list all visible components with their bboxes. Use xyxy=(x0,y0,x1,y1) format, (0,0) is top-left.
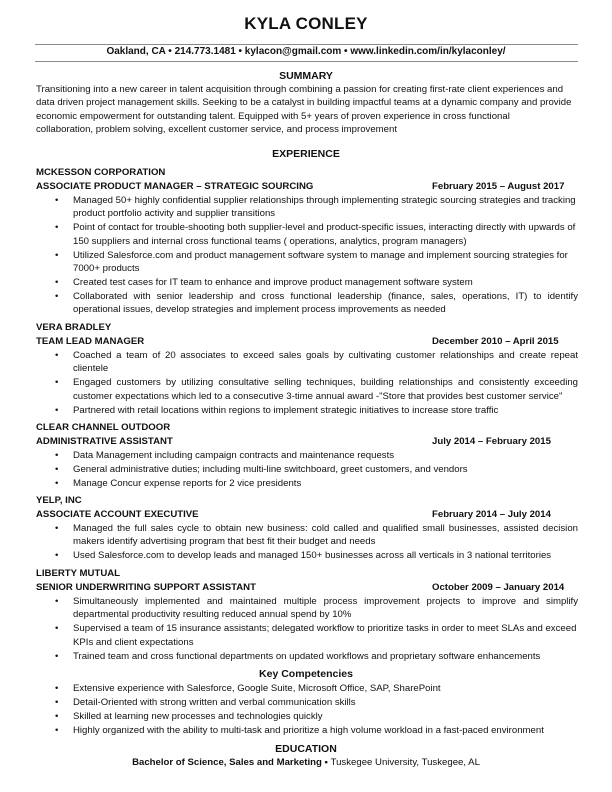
degree: Bachelor of Science, Sales and Marketing xyxy=(132,757,322,768)
job-title: ASSOCIATE PRODUCT MANAGER – STRATEGIC SOURCING xyxy=(36,181,314,192)
list-item: • Point of contact for trouble-shooting both supplier-level and product-specific issues, interacting directly with upwards of 150 suppliers and internal cross functional teams ( operations, analytics, program managers) xyxy=(55,222,576,247)
list-item: • Supervised a team of 15 insurance assistants; delegated workflow to prioritize tasks in order to meet SLAs and exceed KPIs and client expectations xyxy=(55,623,577,648)
summary-line: Transitioning into a new career in talent acquisition through combining a passion for creating first-rate client experiences and xyxy=(36,84,564,95)
job-title: TEAM LEAD MANAGER xyxy=(36,336,145,347)
competencies-heading: Key Competencies xyxy=(259,668,353,680)
list-item: • Data Management including campaign contracts and maintenance requests xyxy=(55,450,395,461)
bullet-icon: • xyxy=(55,450,59,461)
list-item: • Trained team and cross functional departments on updated workflows and proprietary software enhancements xyxy=(55,650,541,662)
list-item: • Extensive experience with Salesforce, Google Suite, Microsoft Office, SAP, SharePoint xyxy=(55,683,441,694)
job-bullets xyxy=(0,522,578,563)
list-item: • Simultaneously implemented and maintained multiple process improvement projects to improve and simplify departmental productivity resulting reduced annual spend by 10% xyxy=(55,596,578,621)
bullet-icon: • xyxy=(55,523,59,534)
list-item: • Managed 50+ highly confidential supplier relationships through implementing strategic sourcing strategies and tracking product portfolio activity and supplier transitions xyxy=(55,195,576,220)
company-name: MCKESSON CORPORATION xyxy=(36,167,166,178)
job-bullets xyxy=(0,349,578,418)
bullet-icon: • xyxy=(55,350,59,361)
list-item: • Skilled at learning new processes and technologies quickly xyxy=(55,710,323,722)
candidate-name: KYLA CONLEY xyxy=(244,14,368,33)
job-dates: February 2015 – August 2017 xyxy=(432,181,565,192)
company-name: VERA BRADLEY xyxy=(36,322,112,333)
job-title: ADMINISTRATIVE ASSISTANT xyxy=(36,436,173,447)
contact-line: Oakland, CA • 214.773.1481 • kylacon@gmail.com • www.linkedin.com/in/kylaconley/ xyxy=(106,46,506,57)
bullet-icon: • xyxy=(55,195,59,206)
job-bullets xyxy=(0,449,578,491)
bullet-icon: • xyxy=(55,463,59,475)
bullet-separator: • xyxy=(321,757,331,768)
list-item: • Highly organized with the ability to multi-task and prioritize a high volume workload in a fast-paced environment xyxy=(55,724,544,736)
list-item: • Utilized Salesforce.com and product management software system to manage and implement sourcing strategies for 7000+ products xyxy=(55,249,568,275)
list-item: • Coached a team of 20 associates to exceed sales goals by cultivating customer relationships and create repeat clientele xyxy=(55,350,578,375)
job-bullets xyxy=(0,595,578,664)
list-item: • Engaged customers by utilizing consultative selling techniques, building relationships and consistently exceeding customer expectations which led to a consecutive 3-time annual award -"Store that provides best customer service" xyxy=(55,377,578,402)
job-dates: October 2009 – January 2014 xyxy=(432,582,565,593)
bullet-icon: • xyxy=(55,249,59,261)
company-name: CLEAR CHANNEL OUTDOOR xyxy=(36,422,171,433)
bullet-icon: • xyxy=(55,724,59,736)
experience-heading: EXPERIENCE xyxy=(272,148,340,160)
bullet-icon: • xyxy=(55,710,59,722)
job-dates: July 2014 – February 2015 xyxy=(432,436,551,447)
bullet-icon: • xyxy=(55,596,59,607)
bullet-icon: • xyxy=(55,290,59,302)
job-dates: February 2014 – July 2014 xyxy=(432,509,551,520)
list-item: • Managed the full sales cycle to obtain new business: cold called and qualified small businesses, assisted decision makers identify advertising program that best fit their budget and needs xyxy=(55,523,578,548)
job-bullets xyxy=(0,194,578,317)
bullet-icon: • xyxy=(55,477,59,489)
competencies-bullets xyxy=(0,682,578,738)
summary-line: collaboration, problem solving, excellent customer service, and process improvement xyxy=(36,124,397,136)
company-name: YELP, INC xyxy=(36,495,82,506)
job-title: SENIOR UNDERWRITING SUPPORT ASSISTANT xyxy=(36,582,256,593)
company-name: LIBERTY MUTUAL xyxy=(36,568,121,579)
bullet-icon: • xyxy=(55,650,59,662)
bullet-icon: • xyxy=(55,377,59,389)
header-rule-bottom xyxy=(35,61,578,62)
summary-text xyxy=(36,83,581,137)
bullet-icon: • xyxy=(55,404,59,416)
header-rule-top xyxy=(35,44,578,45)
list-item: • General administrative duties; including multi-line switchboard, greet customers, and vendors xyxy=(55,463,468,475)
job-title: ASSOCIATE ACCOUNT EXECUTIVE xyxy=(36,509,199,520)
bullet-icon: • xyxy=(55,222,59,234)
bullet-icon: • xyxy=(55,550,59,562)
summary-line: economic empowerment for outstanding talent. Equipped with 5+ years of proven experience in cross functional xyxy=(36,110,510,122)
list-item: • Created test cases for IT team to enhance and improve product management software system xyxy=(55,276,473,288)
school: Tuskegee University, Tuskegee, AL xyxy=(330,757,480,768)
bullet-icon: • xyxy=(55,276,59,288)
bullet-icon: • xyxy=(55,683,59,694)
list-item: • Manage Concur expense reports for 2 vice presidents xyxy=(55,477,302,489)
education-heading: EDUCATION xyxy=(275,743,337,755)
summary-heading: SUMMARY xyxy=(279,70,333,82)
summary-line: data driven project management skills. Seeking to be a catalyst in building impactful teams at a dynamic company and provide xyxy=(36,97,572,109)
list-item: • Partnered with retail locations within regions to implement strategic initiatives to increase store traffic xyxy=(55,404,499,416)
bullet-icon: • xyxy=(55,623,59,635)
list-item: • Detail-Oriented with strong written and verbal communication skills xyxy=(55,696,356,708)
bullet-icon: • xyxy=(55,696,59,708)
education-line xyxy=(0,757,612,768)
list-item: • Used Salesforce.com to develop leads and managed 150+ businesses across all verticals in 3 national territories xyxy=(55,550,552,562)
job-dates: December 2010 – April 2015 xyxy=(432,336,559,347)
list-item: • Collaborated with senior leadership and cross functional leadership (finance, sales, operations, IT) to identify operational issues, develop strategies and implement process improvements as needed xyxy=(55,290,578,316)
